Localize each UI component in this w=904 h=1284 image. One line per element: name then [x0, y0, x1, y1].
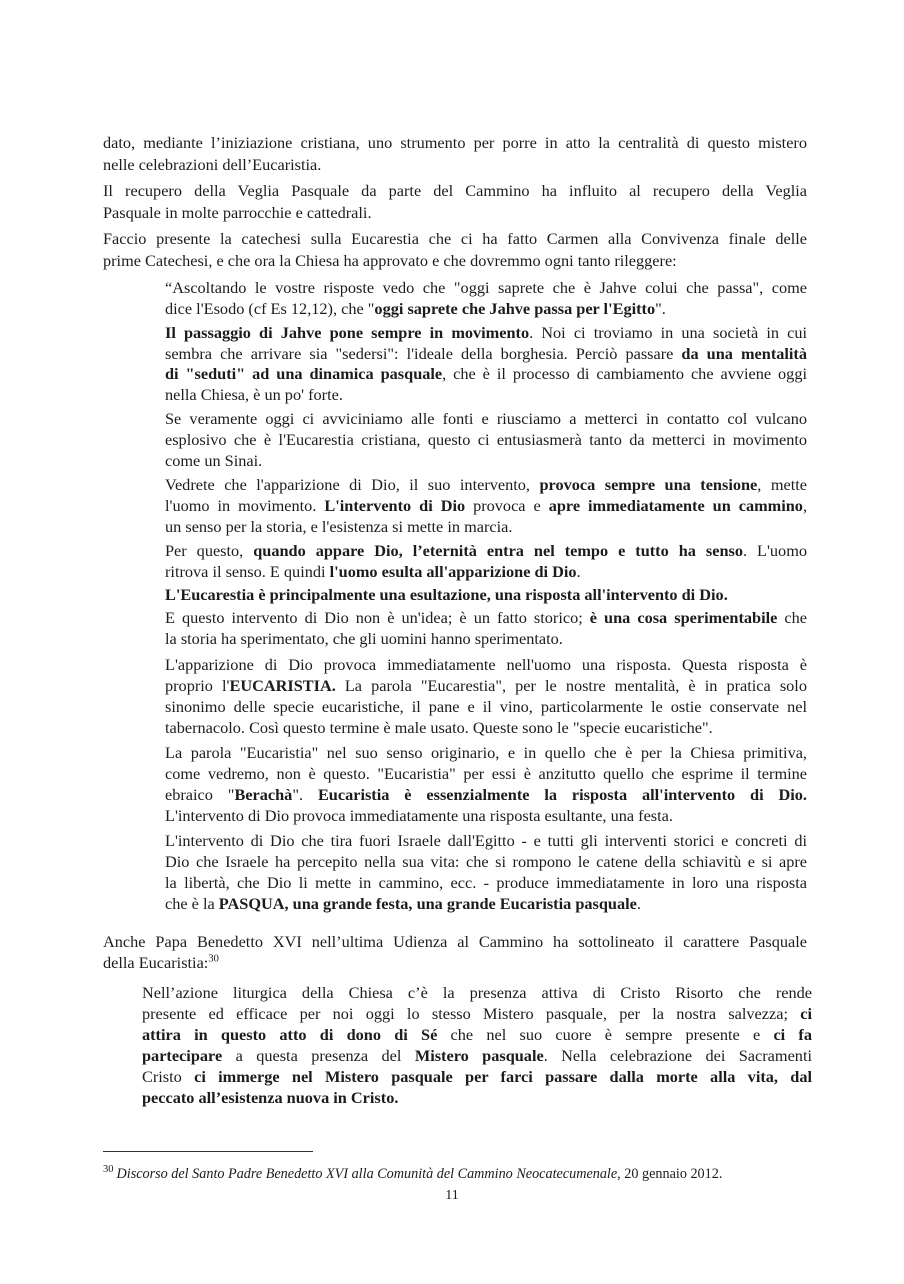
text-run: . L'uomo	[742, 541, 807, 560]
bold-text: attira in questo atto di dono di Sé	[142, 1025, 438, 1044]
text-run: Anche Papa Benedetto XVI nell’ultima Udienza al Cammino ha sottolineato il carattere Pasquale	[103, 932, 807, 951]
text-run: un senso per la storia, e l'esistenza si mette in marcia.	[165, 517, 513, 536]
bold-text: è una cosa sperimentabile	[589, 608, 778, 627]
text-run: la libertà, che Dio li mette in cammino, ecc. - produce immediatamente in loro una risposta	[165, 873, 807, 892]
text-line	[165, 409, 807, 429]
text-line	[165, 676, 807, 696]
text-run: la storia ha sperimentato, che gli uomini hanno sperimentato.	[165, 629, 563, 648]
text-line	[103, 203, 372, 223]
text-line	[165, 475, 807, 495]
text-run: Se veramente oggi ci avviciniamo alle fonti e riusciamo a metterci in contatto col vulcano	[165, 409, 807, 428]
text-run: prime Catechesi, e che ora la Chiesa ha approvato e che dovremmo ogni tanto rileggere:	[103, 251, 677, 270]
text-run: . Noi ci troviamo in una società in cui	[529, 323, 807, 342]
text-run: ritrova il senso. E quindi	[165, 562, 330, 581]
text-line	[103, 953, 219, 973]
text-line	[165, 764, 807, 784]
text-line	[165, 364, 807, 384]
bold-text: apre immediatamente un cammino	[548, 496, 803, 515]
text-run: L'intervento di Dio che tira fuori Israele dall'Egitto - e tutti gli interventi storici e concreti di	[165, 831, 807, 850]
text-line	[165, 697, 807, 717]
text-line	[142, 1025, 812, 1045]
text-run: ebraico "	[165, 785, 235, 804]
text-line	[165, 608, 807, 628]
bold-text: L'intervento di Dio	[324, 496, 466, 515]
text-line	[103, 932, 807, 952]
text-line	[165, 873, 807, 893]
text-run: L'apparizione di Dio provoca immediatamente nell'uomo una risposta. Questa risposta è	[165, 655, 807, 674]
text-run: nelle celebrazioni dell’Eucaristia.	[103, 155, 322, 174]
text-line	[165, 655, 807, 675]
text-run: . Nella celebrazione dei Sacramenti	[543, 1046, 812, 1065]
text-run: E questo intervento di Dio non è un'idea; è un fatto storico;	[165, 608, 590, 627]
bold-text: ci fa	[773, 1025, 812, 1044]
text-line	[142, 1088, 398, 1108]
text-run: ,	[802, 496, 807, 515]
text-run: ".	[292, 785, 318, 804]
text-line	[142, 1046, 812, 1066]
text-line	[165, 585, 728, 605]
text-run: “Ascoltando le vostre risposte vedo che "oggi saprete che è Jahve colui che passa", come	[165, 278, 807, 297]
text-run: dice l'Esodo (cf Es 12,12), che "	[165, 299, 375, 318]
bold-text: oggi saprete che Jahve passa per l'Egitto	[374, 299, 656, 318]
footnote-number: 30	[103, 1164, 114, 1176]
text-line	[103, 229, 807, 249]
text-run: Pasquale in molte parrocchie e cattedrali.	[103, 203, 372, 222]
text-run: come vedremo, non è questo. "Eucaristia" per essi è anzitutto quello che esprime il termine	[165, 764, 807, 783]
text-line	[165, 541, 807, 561]
text-run: .	[576, 562, 581, 581]
text-run: provoca e	[465, 496, 549, 515]
text-run: nella Chiesa, è un po' forte.	[165, 385, 343, 404]
bold-text: Mistero pasquale	[414, 1046, 544, 1065]
text-run: L'intervento di Dio provoca immediatamente una risposta esultante, una festa.	[165, 806, 673, 825]
text-run: Dio che Israele ha percepito nella sua vita: che si rompono le catene della schiavitù e si apre	[165, 852, 807, 871]
text-run: , mette	[757, 475, 807, 494]
text-line	[142, 1004, 812, 1024]
bold-text: Eucaristia è essenzialmente la risposta all'intervento di Dio.	[317, 785, 807, 804]
bold-text: di "seduti" ad una dinamica pasquale	[165, 364, 443, 383]
text-line	[165, 385, 343, 405]
footnote-separator	[103, 1151, 313, 1152]
text-run: Faccio presente la catechesi sulla Eucarestia che ci ha fatto Carmen alla Convivenza finale delle	[103, 229, 807, 248]
bold-text: L'Eucarestia è principalmente una esultazione, una risposta all'intervento di Dio.	[165, 585, 728, 604]
bold-text: quando appare Dio, l’eternità entra nel tempo e tutto ha senso	[253, 541, 743, 560]
bold-text: provoca sempre una tensione	[539, 475, 758, 494]
text-run: sinonimo delle specie eucaristiche, il pane e il vino, particolarmente le ostie conservate nel	[165, 697, 807, 716]
text-line	[165, 743, 807, 763]
text-run: Nell’azione liturgica della Chiesa c’è la presenza attiva di Cristo Risorto che rende	[142, 983, 812, 1002]
text-line	[103, 181, 807, 201]
bold-text: EUCARISTIA.	[229, 676, 336, 695]
bold-text: partecipare	[142, 1046, 223, 1065]
text-run: ".	[655, 299, 666, 318]
text-run: della Eucaristia:	[103, 953, 209, 972]
footnote-reference: 30	[208, 953, 219, 965]
text-run: Cristo	[142, 1067, 195, 1086]
text-run: esplosivo che è l'Eucarestia cristiana, questo ci entusiasmerà tanto da metterci in movimento	[165, 430, 807, 449]
text-run: a questa presenza del	[222, 1046, 415, 1065]
text-run: dato, mediante l’iniziazione cristiana, uno strumento per porre in atto la centralità di questo mistero	[103, 133, 807, 152]
text-line	[142, 1067, 812, 1087]
text-line	[165, 430, 807, 450]
text-run: tabernacolo. Così questo termine è male usato. Queste sono le "specie eucaristiche".	[165, 718, 713, 737]
bold-text: da una mentalità	[681, 344, 807, 363]
text-run: che	[777, 608, 807, 627]
text-line	[103, 133, 807, 153]
text-run: sembra che arrivare sia "sedersi": l'ideale della borghesia. Perciò passare	[165, 344, 682, 363]
text-line	[165, 785, 807, 805]
text-run: come un Sinai.	[165, 451, 263, 470]
bold-text: ci	[800, 1004, 812, 1023]
text-line	[103, 155, 321, 175]
text-line	[165, 278, 807, 298]
text-line	[165, 344, 807, 364]
text-run: che è la	[165, 894, 219, 913]
bold-text: ci immerge nel Mistero pasquale per farci passare dalla morte alla vita, dal	[194, 1067, 812, 1086]
text-line	[165, 831, 807, 851]
footnote	[103, 1165, 722, 1183]
text-run: Vedrete che l'apparizione di Dio, il suo intervento,	[165, 475, 540, 494]
text-line	[165, 562, 581, 582]
footnote-date: , 20 gennaio 2012.	[617, 1166, 723, 1182]
text-run: che nel suo cuore è sempre presente e	[437, 1025, 774, 1044]
page-number: 11	[445, 1188, 459, 1203]
text-line	[165, 718, 713, 738]
text-run: Per questo,	[165, 541, 254, 560]
text-line	[165, 323, 807, 343]
footnote-title: Discorso del Santo Padre Benedetto XVI alla Comunità del Cammino Neocatecumenale	[116, 1166, 618, 1182]
text-run: Il recupero della Veglia Pasquale da parte del Cammino ha influito al recupero della Veglia	[103, 181, 807, 200]
bold-text: Il passaggio di Jahve pone sempre in movimento	[165, 323, 530, 342]
text-line	[165, 496, 807, 516]
text-line	[165, 852, 807, 872]
text-run: La parola "Eucaristia" nel suo senso originario, e in quello che è per la Chiesa primitiva,	[165, 743, 807, 762]
text-line	[165, 451, 262, 471]
text-run: proprio l'	[165, 676, 230, 695]
text-run: presente ed efficace per noi oggi lo stesso Mistero pasquale, per la nostra salvezza;	[142, 1004, 801, 1023]
text-line	[165, 299, 666, 319]
text-line	[103, 251, 677, 271]
bold-text: l'uomo esulta all'apparizione di Dio	[329, 562, 577, 581]
text-line	[165, 517, 512, 537]
bold-text: peccato all’esistenza nuova in Cristo.	[142, 1088, 399, 1107]
text-line	[165, 629, 563, 649]
bold-text: Berachà	[234, 785, 293, 804]
text-line	[142, 983, 812, 1003]
text-run: La parola "Eucarestia", per le nostre mentalità, è in pratica solo	[335, 676, 807, 695]
text-line	[165, 894, 641, 914]
text-run: .	[636, 894, 641, 913]
text-run: , che è il processo di cambiamento che avviene oggi	[442, 364, 807, 383]
bold-text: PASQUA, una grande festa, una grande Eucaristia pasquale	[218, 894, 637, 913]
text-run: l'uomo in movimento.	[165, 496, 325, 515]
text-line	[165, 806, 673, 826]
